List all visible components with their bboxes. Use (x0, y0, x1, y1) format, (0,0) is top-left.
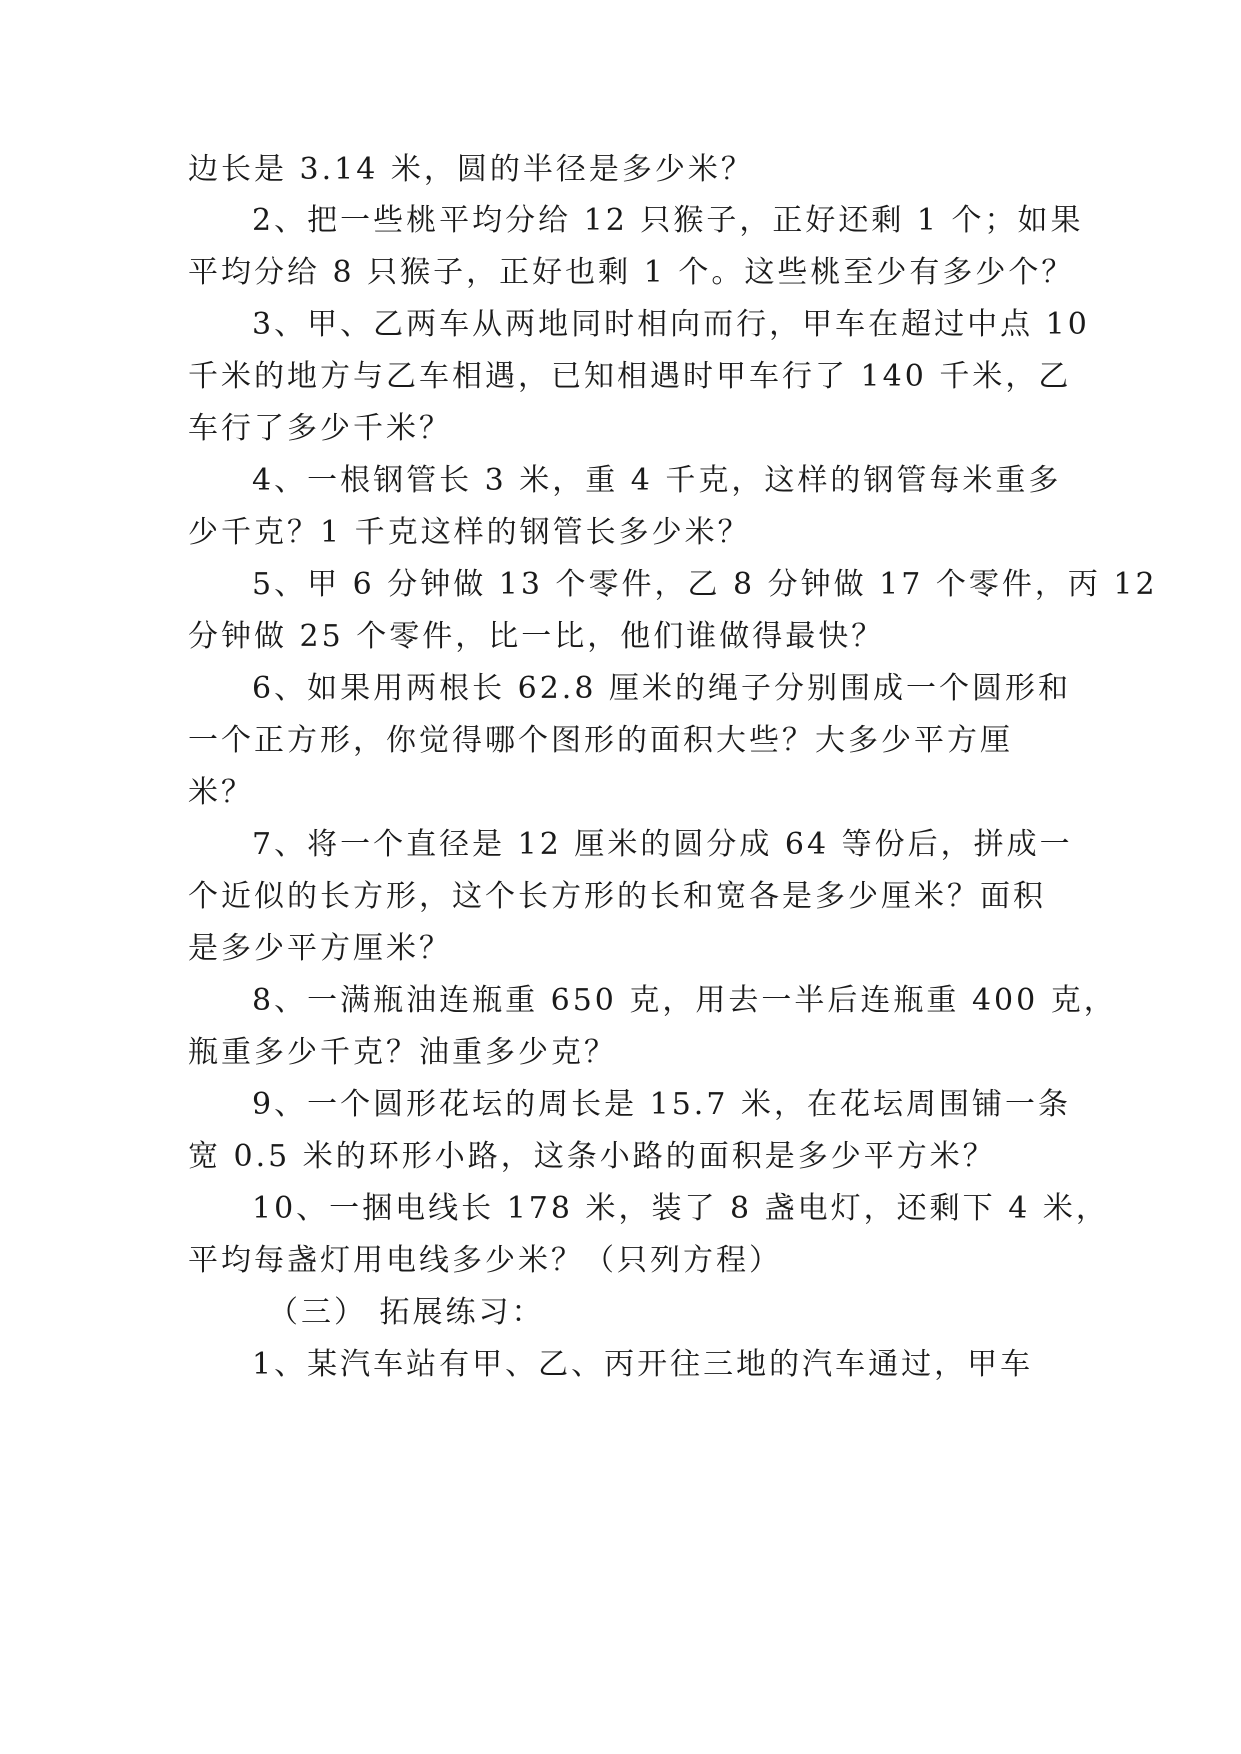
problem-7-line-2: 个近似的长方形，这个长方形的长和宽各是多少厘米？面积 (188, 879, 1046, 914)
problem-8-line-2: 瓶重多少千克？油重多少克？ (188, 1035, 617, 1070)
problem-2-line-2: 平均分给 8 只猴子，正好也剩 1 个。这些桃至少有多少个？ (188, 255, 1075, 290)
problem-6-line-1: 6、如果用两根长 62.8 厘米的绳子分别围成一个圆形和 (252, 671, 1071, 706)
problem-2-line-1: 2、把一些桃平均分给 12 只猴子，正好还剩 1 个；如果 (252, 203, 1084, 238)
problem-10-line-2: 平均每盏灯用电线多少米？（只列方程） (188, 1243, 782, 1278)
extension-problem-1-line-1: 1、某汽车站有甲、乙、丙开往三地的汽车通过，甲车 (252, 1347, 1034, 1382)
problem-7-line-3: 是多少平方厘米？ (188, 931, 452, 966)
problem-5-line-1: 5、甲 6 分钟做 13 个零件，乙 8 分钟做 17 个零件，丙 12 (252, 567, 1158, 602)
problem-4-line-1: 4、一根钢管长 3 米，重 4 千克，这样的钢管每米重多 (252, 463, 1062, 498)
problem-4-line-2: 少千克？1 千克这样的钢管长多少米？ (188, 515, 751, 550)
problem-9-line-2: 宽 0.5 米的环形小路，这条小路的面积是多少平方米？ (188, 1139, 996, 1174)
problem-3-line-1: 3、甲、乙两车从两地同时相向而行，甲车在超过中点 10 (252, 307, 1090, 342)
problem-3-line-2: 千米的地方与乙车相遇，已知相遇时甲车行了 140 千米，乙 (188, 359, 1072, 394)
problem-7-line-1: 7、将一个直径是 12 厘米的圆分成 64 等份后，拼成一 (252, 827, 1073, 862)
problem-5-line-2: 分钟做 25 个零件，比一比，他们谁做得最快？ (188, 619, 885, 654)
problem-3-line-3: 车行了多少千米？ (188, 411, 452, 446)
problem-9-line-1: 9、一个圆形花坛的周长是 15.7 米，在花坛周围铺一条 (252, 1087, 1071, 1122)
text-line: 边长是 3.14 米，圆的半径是多少米？ (188, 152, 754, 187)
section-heading: （三） 拓展练习： (268, 1295, 545, 1330)
problem-6-line-3: 米？ (188, 775, 254, 810)
problem-10-line-1: 10、一捆电线长 178 米，装了 8 盏电灯，还剩下 4 米， (252, 1191, 1109, 1226)
problem-8-line-1: 8、一满瓶油连瓶重 650 克，用去一半后连瓶重 400 克， (252, 983, 1117, 1018)
problem-6-line-2: 一个正方形，你觉得哪个图形的面积大些？大多少平方厘 (188, 723, 1013, 758)
